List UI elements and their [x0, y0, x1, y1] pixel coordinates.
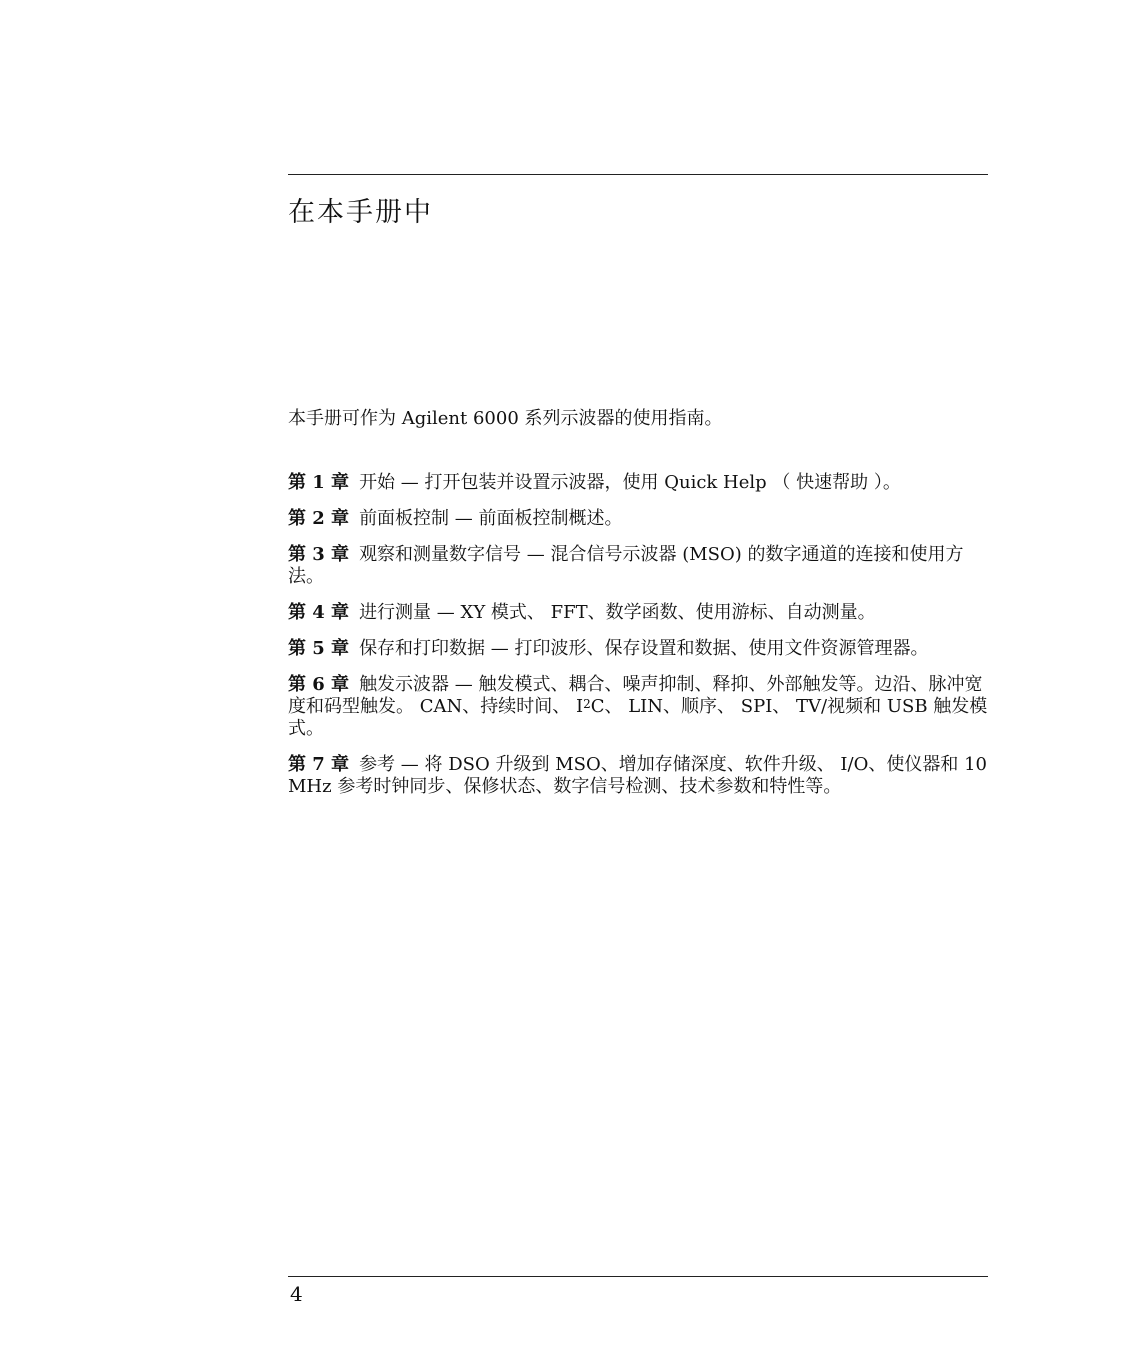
chapter-list — [288, 472, 990, 812]
page-title: 在本手册中 — [288, 197, 433, 228]
chapter-label: 第 6 章 — [288, 674, 350, 695]
chapter-item — [288, 754, 990, 798]
bottom-divider — [288, 1276, 988, 1277]
superscript: 2 — [583, 697, 591, 711]
chapter-label: 第 3 章 — [288, 544, 350, 565]
page-number: 4 — [290, 1282, 303, 1306]
chapter-item — [288, 638, 990, 660]
chapter-description: 开始 — 打开包装并设置示波器，使用 Quick Help （ 快速帮助 ）。 — [359, 472, 901, 493]
chapter-item — [288, 508, 990, 530]
chapter-item — [288, 674, 990, 740]
chapter-item — [288, 544, 990, 588]
chapter-description: 保存和打印数据 — 打印波形、保存设置和数据、使用文件资源管理器。 — [359, 638, 929, 659]
chapter-description: 观察和测量数字信号 — 混合信号示波器 (MSO) 的数字通道的连接和使用方法。 — [288, 544, 964, 587]
chapter-description: 进行测量 — XY 模式、 FFT、数学函数、使用游标、自动测量。 — [359, 602, 876, 623]
chapter-label: 第 2 章 — [288, 508, 350, 529]
chapter-label: 第 4 章 — [288, 602, 350, 623]
chapter-item — [288, 602, 990, 624]
chapter-description: 前面板控制 — 前面板控制概述。 — [359, 508, 623, 529]
chapter-item — [288, 472, 990, 494]
chapter-label: 第 7 章 — [288, 754, 350, 775]
intro-paragraph: 本手册可作为 Agilent 6000 系列示波器的使用指南。 — [288, 408, 723, 429]
chapter-description-part2: C、 LIN、顺序、 SPI、 TV/视频和 USB 触发模式。 — [288, 696, 988, 739]
chapter-label: 第 1 章 — [288, 472, 350, 493]
chapter-label: 第 5 章 — [288, 638, 350, 659]
top-divider — [288, 174, 988, 175]
chapter-description: 参考 — 将 DSO 升级到 MSO、增加存储深度、软件升级、 I/O、使仪器和 10 MHz 参考时钟同步、保修状态、数字信号检测、技术参数和特性等。 — [288, 754, 987, 797]
chapter-description-part1: 触发示波器 — 触发模式、耦合、噪声抑制、释抑、外部触发等。边沿、脉冲宽度和码型触发。 CAN、持续时间、 I — [288, 674, 983, 717]
